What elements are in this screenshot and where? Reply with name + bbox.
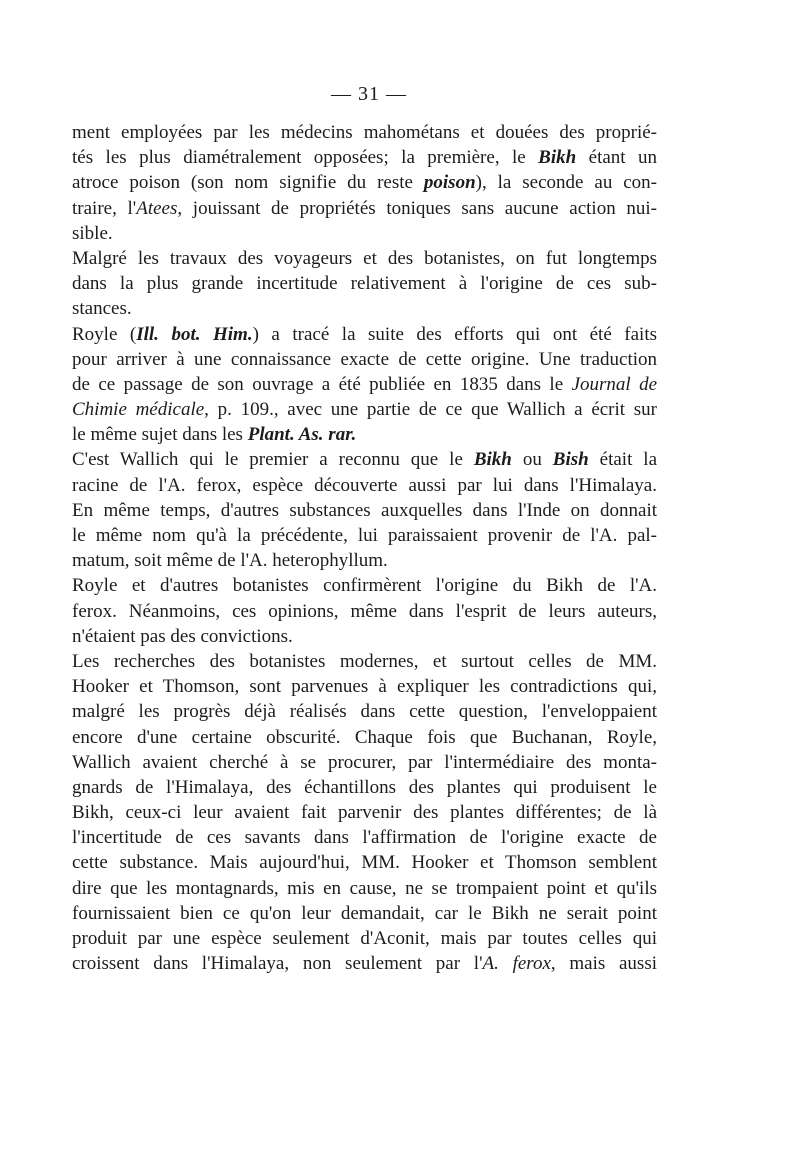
paragraph-2 bbox=[72, 246, 657, 322]
text-line bbox=[72, 221, 657, 246]
text-run: dans la plus grande incertitude relativement à l'origine de ces sub- bbox=[72, 273, 657, 295]
text-line bbox=[72, 397, 657, 422]
text-line bbox=[72, 599, 657, 624]
text-run: fournissaient bien ce qu'on leur demandait, car le Bikh ne serait point bbox=[72, 902, 657, 924]
text-run: encore d'une certaine obscurité. Chaque fois que Buchanan, Royle, bbox=[72, 726, 657, 748]
text-run: étant un bbox=[588, 147, 658, 169]
text-run: , mais aussi bbox=[550, 953, 657, 975]
text-run: C'est Wallich qui le premier a reconnu que le bbox=[72, 449, 463, 471]
text-line bbox=[72, 473, 657, 498]
text-run: Wallich avaient cherché à se procurer, par l'intermédiaire des monta- bbox=[72, 751, 657, 773]
text-line bbox=[72, 145, 657, 170]
text-run: Les recherches des botanistes modernes, et surtout celles de MM. bbox=[72, 650, 657, 672]
emphasis-poison: poison bbox=[423, 172, 476, 194]
text-run: Bikh, ceux-ci leur avaient fait parvenir des plantes différentes; de là bbox=[72, 802, 657, 824]
text-run: ) a tracé la suite des efforts qui ont été faits bbox=[252, 323, 657, 345]
text-line bbox=[72, 825, 657, 850]
text-run: le même nom qu'à la précédente, lui paraissaient provenir de l'A. pal- bbox=[72, 525, 657, 546]
text-run: ment employées par les médecins mahométans et douées des proprié- bbox=[72, 122, 657, 143]
text-line bbox=[72, 120, 657, 145]
text-run: cette substance. Mais aujourd'hui, MM. Hooker et Thomson semblent bbox=[72, 852, 657, 874]
text-line bbox=[72, 926, 657, 951]
emphasis-bish: Bish bbox=[552, 449, 589, 471]
text-run: était la bbox=[599, 449, 658, 471]
emphasis-atees: Atees bbox=[136, 197, 178, 219]
paragraph-4 bbox=[72, 447, 657, 573]
text-run: l'incertitude de ces savants dans l'affirmation de l'origine exacte de bbox=[72, 827, 657, 849]
text-line bbox=[72, 196, 657, 221]
text-run: sible. bbox=[72, 222, 113, 244]
text-line bbox=[72, 750, 657, 775]
text-line bbox=[72, 901, 657, 926]
text-line bbox=[72, 523, 657, 548]
text-run: pour arriver à une connaissance exacte de cette origine. Une traduction bbox=[72, 348, 657, 370]
text-run: dire que les montagnards, mis en cause, ne se trompaient point et qu'ils bbox=[72, 877, 657, 899]
text-run: croissent dans l'Himalaya, non seulement par l' bbox=[72, 953, 483, 975]
text-run: matum, soit même de l'A. heterophyllum. bbox=[72, 550, 388, 572]
text-line bbox=[72, 725, 657, 750]
text-run: ou bbox=[522, 449, 542, 471]
text-run: gnards de l'Himalaya, des échantillons des plantes qui produisent le bbox=[72, 776, 657, 798]
text-run: Malgré les travaux des voyageurs et des botanistes, on fut longtemps bbox=[72, 247, 657, 269]
text-line bbox=[72, 447, 657, 472]
text-line bbox=[72, 876, 657, 901]
text-run: produit par une espèce seulement d'Aconit, mais par toutes celles qui bbox=[72, 928, 657, 949]
text-line bbox=[72, 372, 657, 397]
text-line bbox=[72, 347, 657, 372]
emphasis-journal: Journal de bbox=[571, 373, 657, 395]
text-line bbox=[72, 296, 657, 321]
text-line bbox=[72, 800, 657, 825]
text-run: tés les plus diamétralement opposées; la première, le bbox=[72, 147, 526, 169]
text-line bbox=[72, 649, 657, 674]
emphasis-bikh: Bikh bbox=[538, 147, 577, 169]
paragraph-1 bbox=[72, 120, 657, 246]
text-run: de ce passage de son ouvrage a été publiée en 1835 dans le bbox=[72, 373, 564, 395]
text-line bbox=[72, 548, 657, 573]
text-run: le même sujet dans les bbox=[72, 424, 243, 446]
emphasis-ill-bot-him: Ill. bot. Him. bbox=[136, 323, 253, 345]
text-line bbox=[72, 422, 657, 447]
text-line bbox=[72, 850, 657, 875]
text-line bbox=[72, 322, 657, 347]
text-run: malgré les progrès déjà réalisés dans cette question, l'enveloppaient bbox=[72, 701, 657, 723]
text-run: Royle et d'autres botanistes confirmèrent l'origine du Bikh de l'A. bbox=[72, 575, 657, 597]
text-run: ferox. Néanmoins, ces opinions, même dans l'esprit de leurs auteurs, bbox=[72, 600, 657, 622]
text-run: En même temps, d'autres substances auxquelles dans l'Inde on donnait bbox=[72, 499, 657, 521]
paragraph-6 bbox=[72, 649, 657, 976]
text-run: , p. 109., avec une partie de ce que Wallich a écrit sur bbox=[204, 399, 657, 421]
text-run: ), la seconde au con- bbox=[475, 172, 657, 194]
text-line bbox=[72, 674, 657, 699]
text-line bbox=[72, 573, 657, 598]
emphasis-chimie-medicale: Chimie médicale bbox=[72, 399, 205, 421]
emphasis-a-ferox: A. ferox bbox=[482, 953, 551, 975]
text-run: traire, l' bbox=[72, 197, 137, 219]
body-text bbox=[72, 120, 657, 976]
text-line bbox=[72, 498, 657, 523]
text-line bbox=[72, 624, 657, 649]
emphasis-plant-as-rar: Plant. As. rar. bbox=[247, 424, 357, 446]
text-run: n'étaient pas des convictions. bbox=[72, 625, 293, 647]
text-run: , jouissant de propriétés toniques sans aucune action nui- bbox=[177, 197, 657, 219]
text-run: stances. bbox=[72, 298, 132, 320]
emphasis-bikh: Bikh bbox=[473, 449, 512, 471]
text-line bbox=[72, 775, 657, 800]
text-run: Royle ( bbox=[72, 323, 137, 345]
text-run: Hooker et Thomson, sont parvenues à expliquer les contradictions qui, bbox=[72, 676, 657, 698]
paragraph-5 bbox=[72, 573, 657, 649]
text-run: racine de l'A. ferox, espèce découverte aussi par lui dans l'Himalaya. bbox=[72, 474, 657, 496]
text-line bbox=[72, 951, 657, 976]
text-run: atroce poison (son nom signifie du reste bbox=[72, 172, 413, 194]
text-line bbox=[72, 699, 657, 724]
paragraph-3 bbox=[72, 322, 657, 448]
page-number: — 31 — bbox=[331, 83, 407, 105]
text-line bbox=[72, 170, 657, 195]
text-line bbox=[72, 271, 657, 296]
text-line bbox=[72, 246, 657, 271]
